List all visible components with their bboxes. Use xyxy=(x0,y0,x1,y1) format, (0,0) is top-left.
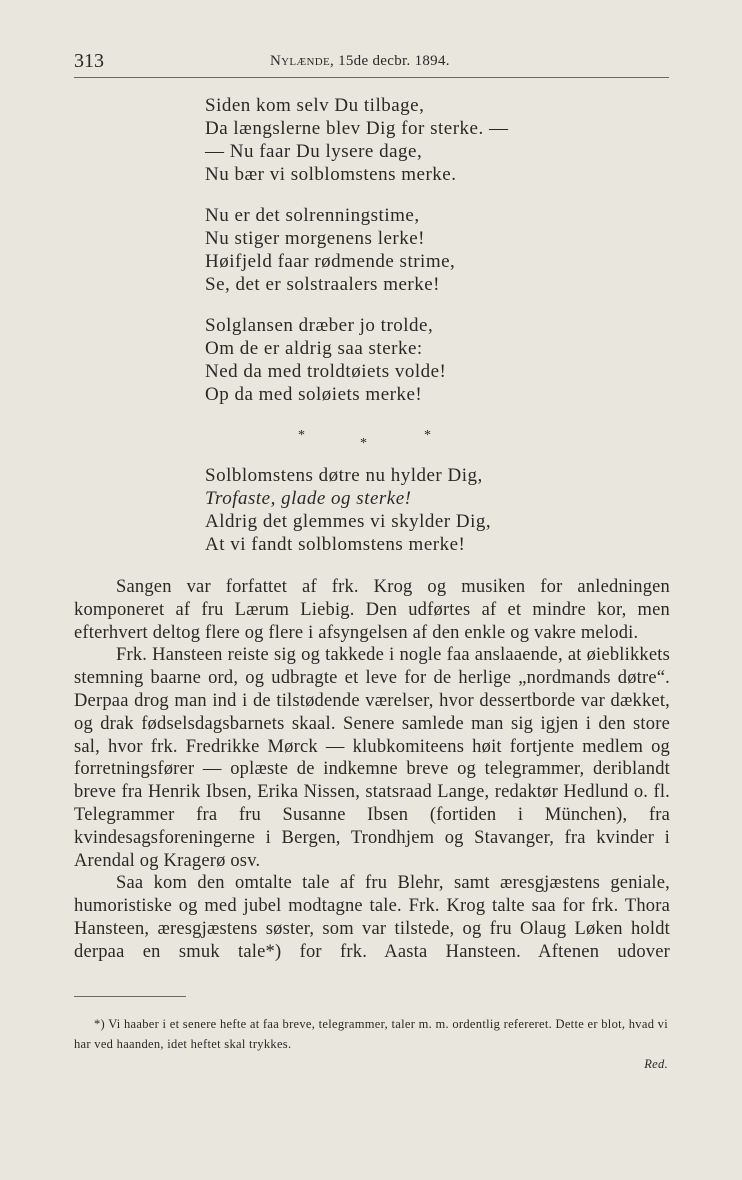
poem-line: — Nu faar Du lysere dage, xyxy=(205,141,423,162)
poem-line: Om de er aldrig saa sterke: xyxy=(205,338,423,359)
footnote-rule xyxy=(74,996,186,997)
paragraph: Sangen var forfattet af frk. Krog og musiken for anledningen komponeret af fru Lærum Liebig. Den udførtes af et mindre kor, men efterhvert deltog flere og flere i afsyngelsen af den enkle og vakre melodi. xyxy=(74,577,670,643)
poem-line: Høifjeld faar rødmende strime, xyxy=(205,251,456,272)
poem-stanza xyxy=(205,94,508,186)
poem-line: Ned da med troldtøiets volde! xyxy=(205,361,447,382)
poem-line: Nu bær vi solblomstens merke. xyxy=(205,164,457,185)
poem-line: Aldrig det glemmes vi skylder Dig, xyxy=(205,511,492,532)
poem-stanza xyxy=(205,314,508,406)
poem-line: Solglansen dræber jo trolde, xyxy=(205,315,434,336)
issue-date: , 15de decbr. 1894. xyxy=(329,53,450,69)
poem-line: Op da med soløiets merke! xyxy=(205,384,423,405)
poem-line: Nu stiger morgenens lerke! xyxy=(205,228,426,249)
poem-line-italic: Trofaste, glade og sterke! xyxy=(205,488,412,509)
page-header xyxy=(74,50,669,78)
paragraph: Frk. Hansteen reiste sig og takkede i nogle faa anslaaende, at øieblikkets stemning baarne ord, og udbragte et leve for de herlige „nordmands døtre“. Derpaa drog man ind i de tilstødende værelser, hvor dessertborde var dækket, og drak fødselsdagsbarnets skaal. Senere samlede man sig igjen i den store sal, hvor frk. Fredrikke Mørck — klubkomiteens høit fortjente medlem og forretningsfører — oplæste de indkemne breve og telegrammer, deriblandt breve fra Henrik Ibsen, Erika Nissen, statsraad Lange, redaktør Hedlund o. fl. Telegrammer fra fru Susanne Ibsen (fortiden i München), fra kvindesagsforeningerne i Bergen, Trondhjem og Stavanger, fra kvinder i Arendal og Kragerø osv. xyxy=(74,645,670,871)
separator-asterisk: * xyxy=(360,436,367,451)
poem xyxy=(205,94,508,424)
poem-final-stanza xyxy=(205,464,491,556)
footnote xyxy=(74,1014,668,1074)
section-separator xyxy=(0,424,742,454)
journal-name: Nylænde xyxy=(270,53,330,69)
poem-line: Siden kom selv Du tilbage, xyxy=(205,95,425,116)
paragraph: Saa kom den omtalte tale af fru Blehr, samt æresgjæstens geniale, humoristiske og med jubel modtagne tale. Frk. Krog talte saa for frk. Thora Hansteen, æresgjæstens søster, som var tilstede, og fru Olaug Løken holdt derpaa en smuk tale*) for frk. Aasta Hansteen. Aftenen udover xyxy=(74,873,670,962)
page-number: 313 xyxy=(74,50,104,72)
poem-stanza xyxy=(205,204,508,296)
footnote-signature: Red. xyxy=(644,1057,668,1071)
poem-line: At vi fandt solblomstens merke! xyxy=(205,534,466,555)
separator-asterisk: * xyxy=(424,428,431,443)
running-head xyxy=(270,53,450,70)
body-text xyxy=(74,576,670,964)
header-rule xyxy=(74,77,669,78)
poem-line: Solblomstens døtre nu hylder Dig, xyxy=(205,465,483,486)
poem-line: Da længslerne blev Dig for sterke. — xyxy=(205,118,509,139)
poem-line: Nu er det solrenningstime, xyxy=(205,205,420,226)
footnote-text: *) Vi haaber i et senere hefte at faa breve, telegrammer, taler m. m. ordentlig refereret. Dette er blot, hvad vi har ved haanden, idet heftet skal trykkes. xyxy=(74,1017,668,1051)
poem-line: Se, det er solstraalers merke! xyxy=(205,274,440,295)
separator-asterisk: * xyxy=(298,428,305,443)
